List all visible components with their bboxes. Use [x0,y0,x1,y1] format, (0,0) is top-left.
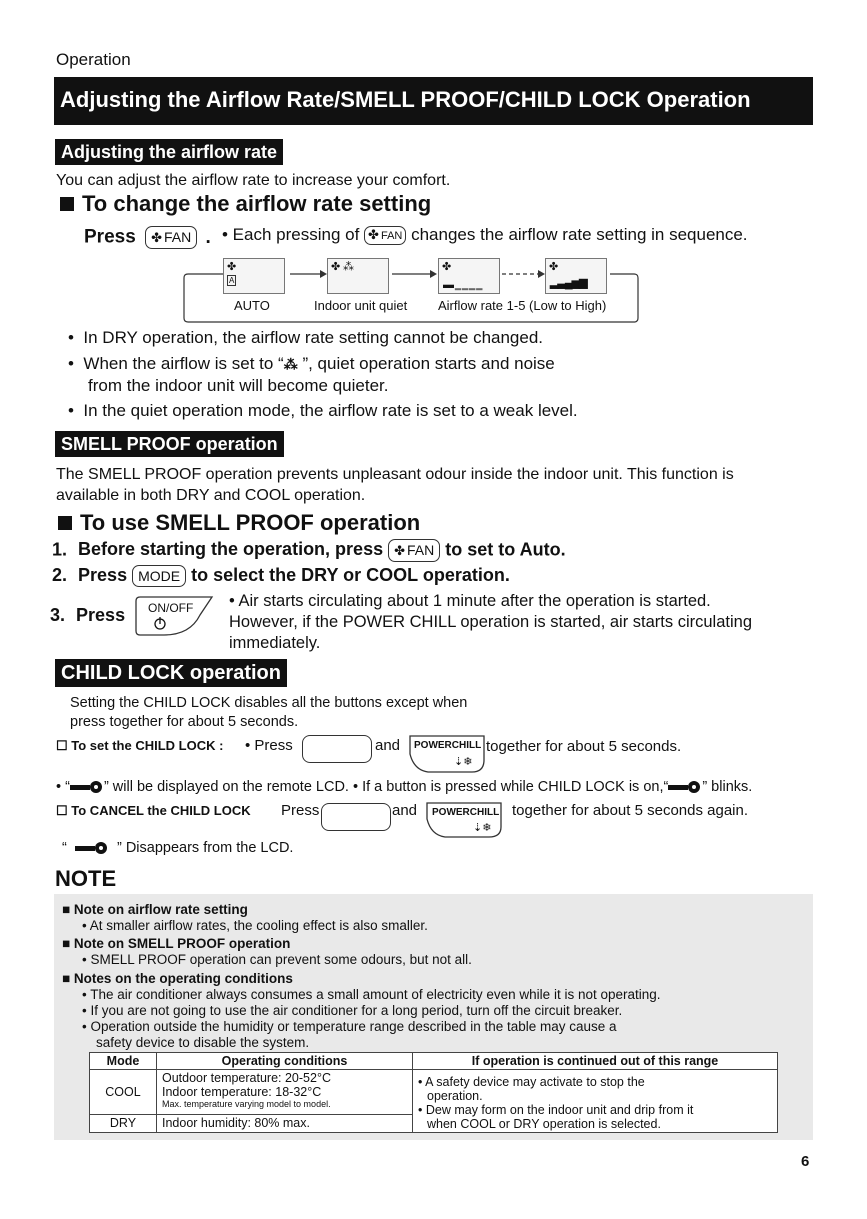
child-intro-1: Setting the CHILD LOCK disables all the buttons except when [70,695,468,711]
step-3-line-2: However, if the POWER CHILL operation is started, air starts circulating [229,613,753,631]
step-3-line-3: immediately. [229,634,321,652]
smell-step-2 [52,565,510,587]
rate-bars-low: ▬‗‗‗‗ [443,279,484,291]
table-header-row [90,1053,778,1070]
result-line-1: • A safety device may activate to stop the [418,1075,645,1089]
bullet-square-icon [60,197,74,211]
bullet-square-icon: ■ [62,902,74,917]
airflow-press-row: Press ✤ FAN . [84,226,211,248]
smell-step-1 [52,539,566,562]
powerchill-label: POWERCHILL [432,807,500,818]
display-text-c: ” blinks. [702,779,753,795]
child-set-press: • Press [245,737,293,754]
table-cell-result [413,1070,778,1133]
bullet-2-text-a: When the airflow is set to “ [83,354,284,373]
fan-icon: ✤ [151,230,162,245]
child-cancel-tail: together for about 5 seconds again. [512,802,749,819]
smell-heading [58,510,420,536]
fan-icon: ✤ [227,261,237,273]
auto-a-icon: A [229,276,235,285]
fan-button [388,539,440,562]
smell-section-label: SMELL PROOF operation [55,431,284,457]
smell-intro-2: available in both DRY and COOL operation. [56,487,366,504]
display-text-b: ” will be displayed on the remote LCD. • If a button is pressed while CHILD LOCK is on,“ [103,779,669,795]
note-h1 [62,901,248,918]
bullet-square-icon [58,516,72,530]
fan-icon: ✤ [442,261,452,273]
note-h2-text: Note on SMELL PROOF operation [73,936,291,951]
step-3-text-a: Press [76,605,126,625]
note-h3-t3-cont: safety device to disable the system. [96,1035,310,1050]
bullet-square-icon: ■ [62,971,74,986]
table-header: If operation is continued out of this range [413,1053,778,1070]
lcd-rate-high [545,258,607,294]
child-disappear-row [62,840,293,856]
note-h3-t2: • If you are not going to use the air conditioner for a long period, turn off the circuit breaker. [82,1003,623,1018]
result-line-4: when COOL or DRY operation is selected. [427,1117,661,1131]
note-h3-t1: • The air conditioner always consumes a small amount of electricity even while it is not operating. [82,987,661,1002]
step-2-num: 2. [52,565,68,585]
airflow-section-label: Adjusting the airflow rate [55,139,283,165]
conditions-table [89,1052,778,1133]
lcd-quiet [327,258,389,294]
fan-icon: ✤ [368,227,379,243]
caption-auto: AUTO [234,298,270,313]
step-1-num: 1. [52,539,68,560]
note-title: NOTE [55,866,117,891]
smell-step-3 [50,605,125,626]
table-cell-conditions: Indoor humidity: 80% max. [157,1114,413,1132]
key-icon [75,841,109,855]
note-h1-text: Note on airflow rate setting [73,902,248,917]
child-cancel-and: and [392,802,418,819]
smell-intro-1: The SMELL PROOF operation prevents unpleasant odour inside the indoor unit. This function is [56,466,734,483]
note-h3-t3: • Operation outside the humidity or temperature range described in the table may cause a [82,1019,617,1034]
each-text-b: changes the airflow rate setting in sequence. [411,225,748,244]
child-cancel-press: Press [281,802,320,819]
airflow-heading-text: To change the airflow rate setting [82,191,432,216]
powerchill-label: POWERCHILL [414,740,482,751]
onoff-button-label: ON/OFF [148,601,194,615]
each-text-a: • Each pressing of [222,225,360,244]
cool-condition-1: Outdoor temperature: 20-52°C [162,1071,331,1085]
airflow-bullet-1: • In DRY operation, the airflow rate setting cannot be changed. [68,328,544,347]
fan-icon: ✤ [394,543,406,558]
cool-condition-2: Indoor temperature: 18-32°C [162,1085,322,1099]
child-set-label [56,738,223,754]
note-h2 [62,935,290,952]
quiet-icon: ⁂ [343,261,354,273]
bullet-2-text-b: ”, quiet operation starts and noise [297,354,555,373]
cool-condition-3: Max. temperature varying model to model. [162,1099,331,1109]
fan-button-small-label: FAN [380,230,403,243]
sequence-arrowhead [320,270,327,278]
airflow-heading [60,191,431,217]
blank-button [302,735,372,763]
onoff-button [134,595,216,637]
checkbox-icon: ☐ [56,803,72,818]
table-header: Mode [90,1053,157,1070]
fan-button-small [364,226,406,245]
step-1-text-b: to set to Auto. [445,539,566,560]
child-display-row [56,779,752,795]
powerchill-button [408,734,486,774]
note-h1-t1: • At smaller airflow rates, the cooling effect is also smaller. [82,918,428,933]
powerchill-icon: ⇣❄ [473,821,492,834]
child-cancel-label [56,803,251,819]
key-icon [668,780,702,794]
child-intro-2: press together for about 5 seconds. [70,714,299,730]
airflow-bullet-3: • In the quiet operation mode, the airflow rate is set to a weak level. [68,401,578,420]
table-cell-mode: DRY [90,1114,157,1132]
lcd-rate-low [438,258,500,294]
fan-button-label: FAN [163,229,192,245]
lcd-auto [223,258,285,294]
sequence-arrowhead [430,270,437,278]
note-h3-text: Notes on the operating conditions [73,971,293,986]
result-line-2: operation. [427,1089,483,1103]
table-header: Operating conditions [157,1053,413,1070]
airflow-intro: You can adjust the airflow rate to increase your comfort. [56,172,451,189]
note-h2-t1: • SMELL PROOF operation can prevent some odours, but not all. [82,952,472,967]
table-cell-mode: COOL [90,1070,157,1115]
sequence-arrowhead [538,270,545,278]
child-set-and: and [375,737,401,754]
powerchill-icon: ⇣❄ [454,755,473,768]
table-cell-conditions [157,1070,413,1115]
caption-quiet: Indoor unit quiet [314,298,408,313]
bullet-3-text: In the quiet operation mode, the airflow rate is set to a weak level. [83,401,578,420]
step-3-num: 3. [50,605,66,625]
page-number: 6 [801,1153,810,1170]
page-title: Adjusting the Airflow Rate/SMELL PROOF/CHILD LOCK Operation [54,77,813,125]
step-3-line-1: • Air starts circulating about 1 minute after the operation is started. [229,592,711,610]
disappear-text-a: “ [62,840,67,856]
press-label: Press [84,226,136,248]
section-label: Operation [56,50,131,69]
airflow-bullet-2: • When the airflow is set to “⁂ ”, quiet operation starts and noise [68,354,555,373]
checkbox-icon: ☐ [56,738,72,753]
result-line-3: • Dew may form on the indoor unit and drip from it [418,1103,694,1117]
fan-button-label: FAN [407,542,435,558]
step-1-text-a: Before starting the operation, press [78,539,384,560]
smell-heading-text: To use SMELL PROOF operation [80,510,421,535]
fan-icon: ✤ [549,261,559,273]
step-2-text-a: Press [78,565,128,585]
blank-button [321,803,391,831]
child-set-tail: together for about 5 seconds. [486,738,682,755]
step-2-text-b: to select the DRY or COOL operation. [191,565,510,585]
mode-button: MODE [132,565,186,587]
fan-button [145,226,197,249]
rate-bars-high: ▂▃▄▅▆ [550,277,587,289]
bullet-1-text: In DRY operation, the airflow rate setting cannot be changed. [83,328,544,347]
bullet-square-icon: ■ [62,936,74,951]
note-h3 [62,970,293,987]
display-text-a: • “ [56,779,70,795]
powerchill-button [425,801,505,839]
child-set-label-text: To set the CHILD LOCK : [71,738,224,753]
child-section-label: CHILD LOCK operation [55,659,287,687]
caption-rate: Airflow rate 1-5 (Low to High) [438,298,607,313]
table-row [90,1070,778,1115]
airflow-bullet-2-cont: from the indoor unit will become quieter. [88,376,389,395]
airflow-each-row [222,225,748,245]
key-icon [70,780,104,794]
disappear-text-b: ” Disappears from the LCD. [116,840,294,856]
child-cancel-label-text: To CANCEL the CHILD LOCK [71,803,251,818]
quiet-icon: ⁂ [283,356,298,372]
fan-icon: ✤ [331,261,341,273]
